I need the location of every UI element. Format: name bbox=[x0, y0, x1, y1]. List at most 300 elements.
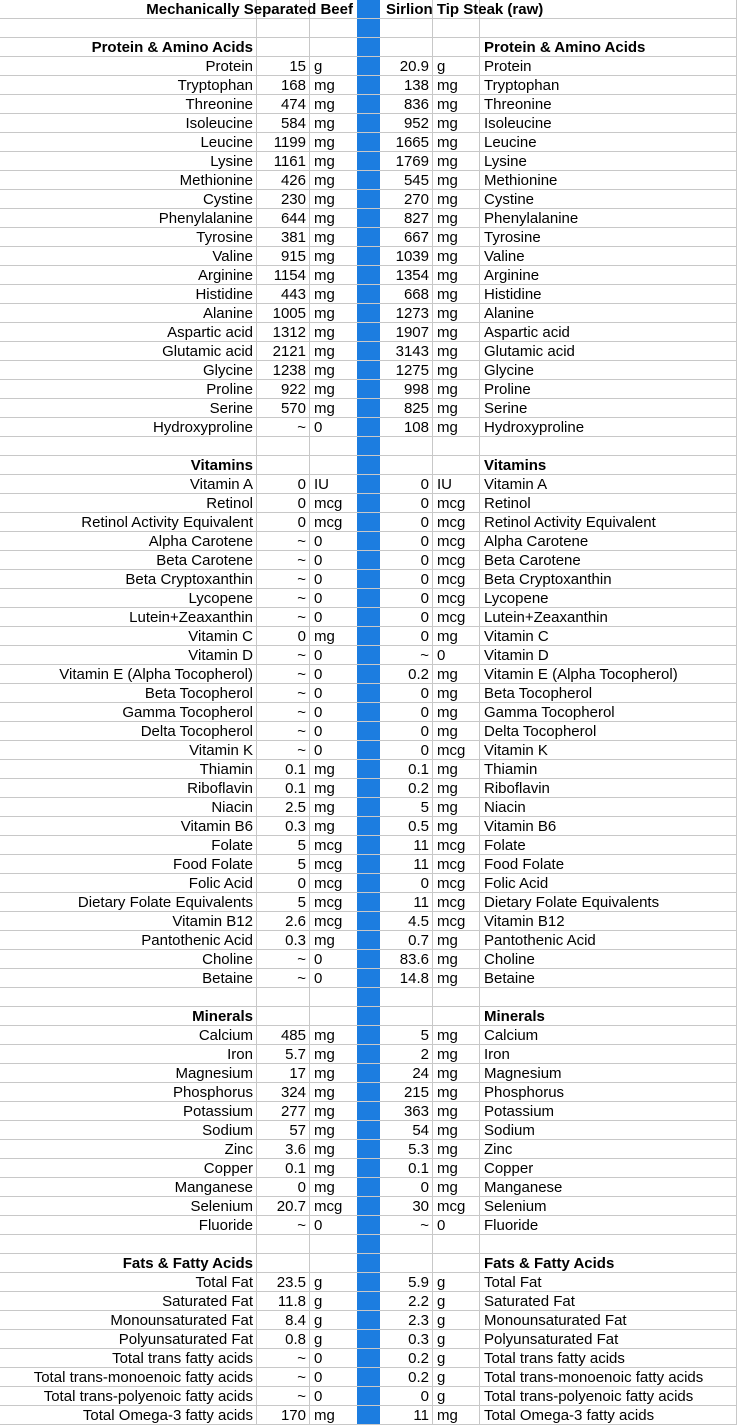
table-row bbox=[0, 171, 737, 190]
right-unit: mcg bbox=[437, 856, 466, 873]
left-nutrient-name: Lutein+Zeaxanthin bbox=[129, 609, 253, 626]
right-value: 0 bbox=[420, 723, 429, 740]
right-unit: mg bbox=[437, 1103, 458, 1120]
left-unit: mg bbox=[314, 818, 335, 835]
table-row bbox=[0, 627, 737, 646]
left-value: ~ bbox=[297, 419, 306, 436]
right-value: ~ bbox=[420, 1217, 429, 1234]
left-nutrient-name: Fluoride bbox=[198, 1217, 253, 1234]
right-value: 1275 bbox=[395, 362, 429, 379]
right-value: 11 bbox=[413, 856, 429, 873]
left-unit: mg bbox=[314, 153, 335, 170]
right-unit: mg bbox=[437, 1160, 458, 1177]
left-nutrient-name: Zinc bbox=[224, 1141, 253, 1158]
right-nutrient-name: Vitamin B12 bbox=[484, 913, 565, 930]
right-unit: mg bbox=[437, 704, 458, 721]
left-unit: 0 bbox=[314, 609, 323, 626]
right-value: 1273 bbox=[395, 305, 429, 322]
right-nutrient-name: Arginine bbox=[484, 267, 540, 284]
right-unit: mg bbox=[437, 419, 458, 436]
right-unit: mg bbox=[437, 1407, 458, 1424]
right-unit: g bbox=[437, 1350, 446, 1367]
left-value: 474 bbox=[280, 96, 306, 113]
right-value: 0.2 bbox=[408, 780, 429, 797]
left-nutrient-name: Monounsaturated Fat bbox=[110, 1312, 253, 1329]
left-value: 570 bbox=[280, 400, 306, 417]
left-value: 324 bbox=[280, 1084, 306, 1101]
left-unit: mg bbox=[314, 172, 335, 189]
right-unit: mg bbox=[437, 229, 458, 246]
right-nutrient-name: Fluoride bbox=[484, 1217, 539, 1234]
right-value: 0 bbox=[420, 704, 429, 721]
left-nutrient-name: Choline bbox=[202, 951, 253, 968]
left-unit: mg bbox=[314, 1122, 335, 1139]
left-unit: mg bbox=[314, 210, 335, 227]
left-unit: 0 bbox=[314, 951, 323, 968]
left-value: 0.1 bbox=[285, 1160, 306, 1177]
left-unit: mcg bbox=[314, 856, 343, 873]
table-row bbox=[0, 513, 737, 532]
right-nutrient-name: Monounsaturated Fat bbox=[484, 1312, 627, 1329]
left-value: 0 bbox=[297, 628, 306, 645]
left-nutrient-name: Arginine bbox=[197, 267, 253, 284]
left-value: 0.3 bbox=[285, 818, 306, 835]
left-unit: 0 bbox=[314, 590, 323, 607]
left-nutrient-name: Food Folate bbox=[172, 856, 253, 873]
right-value: 0 bbox=[420, 533, 429, 550]
left-unit: 0 bbox=[314, 1350, 323, 1367]
left-nutrient-name: Beta Carotene bbox=[156, 552, 253, 569]
right-value: 3143 bbox=[395, 343, 429, 360]
right-value: 30 bbox=[412, 1198, 429, 1215]
right-unit: g bbox=[437, 1331, 446, 1348]
left-value: 3.6 bbox=[285, 1141, 306, 1158]
left-nutrient-name: Calcium bbox=[198, 1027, 253, 1044]
right-nutrient-name: Threonine bbox=[484, 96, 552, 113]
left-nutrient-name: Isoleucine bbox=[185, 115, 253, 132]
left-value: ~ bbox=[297, 1350, 306, 1367]
right-value: 0 bbox=[420, 1179, 429, 1196]
left-nutrient-name: Tryptophan bbox=[177, 77, 253, 94]
left-unit: mg bbox=[314, 799, 335, 816]
left-value: ~ bbox=[297, 951, 306, 968]
right-value: 0 bbox=[420, 628, 429, 645]
right-nutrient-name: Vitamin E (Alpha Tocopherol) bbox=[484, 666, 678, 683]
right-unit: mcg bbox=[437, 609, 466, 626]
left-unit: mg bbox=[314, 400, 335, 417]
right-value: 952 bbox=[403, 115, 429, 132]
right-unit: mg bbox=[437, 723, 458, 740]
left-unit: mg bbox=[314, 305, 335, 322]
left-section-label: Fats & Fatty Acids bbox=[122, 1255, 253, 1272]
right-value: 5.9 bbox=[408, 1274, 429, 1291]
right-unit: mg bbox=[437, 685, 458, 702]
right-unit: mg bbox=[437, 153, 458, 170]
right-nutrient-name: Hydroxyproline bbox=[484, 419, 585, 436]
table-row bbox=[0, 1121, 737, 1140]
right-nutrient-name: Protein bbox=[484, 58, 532, 75]
right-nutrient-name: Lycopene bbox=[484, 590, 549, 607]
right-unit: mg bbox=[437, 818, 458, 835]
right-value: 11 bbox=[413, 837, 429, 854]
right-nutrient-name: Betaine bbox=[484, 970, 535, 987]
table-row bbox=[0, 950, 737, 969]
right-value: 5 bbox=[420, 1027, 429, 1044]
right-unit: mg bbox=[437, 248, 458, 265]
right-nutrient-name: Vitamin A bbox=[484, 476, 548, 493]
left-unit: mg bbox=[314, 1407, 335, 1424]
table-row bbox=[0, 76, 737, 95]
left-value: ~ bbox=[297, 970, 306, 987]
table-row bbox=[0, 1387, 737, 1406]
left-nutrient-name: Pantothenic Acid bbox=[141, 932, 253, 949]
section-header-row bbox=[0, 1254, 737, 1273]
left-nutrient-name: Tyrosine bbox=[196, 229, 253, 246]
right-unit: mg bbox=[437, 191, 458, 208]
right-value: 545 bbox=[403, 172, 429, 189]
table-row bbox=[0, 570, 737, 589]
left-value: 170 bbox=[280, 1407, 306, 1424]
right-unit: g bbox=[437, 1274, 446, 1291]
right-unit: mg bbox=[437, 799, 458, 816]
left-nutrient-name: Delta Tocopherol bbox=[140, 723, 253, 740]
left-unit: g bbox=[314, 1274, 323, 1291]
left-unit: 0 bbox=[314, 1369, 323, 1386]
left-nutrient-name: Vitamin D bbox=[188, 647, 253, 664]
left-nutrient-name: Cystine bbox=[202, 191, 253, 208]
right-unit: mcg bbox=[437, 533, 466, 550]
table-row bbox=[0, 1368, 737, 1387]
left-unit: 0 bbox=[314, 1217, 323, 1234]
right-nutrient-name: Total Omega-3 fatty acids bbox=[484, 1407, 655, 1424]
right-value: 0 bbox=[420, 875, 429, 892]
left-nutrient-name: Threonine bbox=[185, 96, 253, 113]
left-value: ~ bbox=[297, 1369, 306, 1386]
right-title: Sirlion Tip Steak (raw) bbox=[386, 1, 544, 18]
right-value: 215 bbox=[403, 1084, 429, 1101]
left-value: 426 bbox=[280, 172, 306, 189]
right-unit: g bbox=[437, 58, 446, 75]
right-nutrient-name: Phenylalanine bbox=[484, 210, 579, 227]
right-unit: mg bbox=[437, 1084, 458, 1101]
left-value: 15 bbox=[289, 58, 306, 75]
left-value: 57 bbox=[289, 1122, 306, 1139]
right-value: 270 bbox=[403, 191, 429, 208]
right-value: 24 bbox=[412, 1065, 429, 1082]
left-nutrient-name: Methionine bbox=[179, 172, 253, 189]
left-nutrient-name: Proline bbox=[206, 381, 253, 398]
right-nutrient-name: Dietary Folate Equivalents bbox=[484, 894, 660, 911]
right-unit: mcg bbox=[437, 913, 466, 930]
right-unit: g bbox=[437, 1369, 446, 1386]
left-nutrient-name: Manganese bbox=[174, 1179, 253, 1196]
left-unit: mg bbox=[314, 1027, 335, 1044]
table-row bbox=[0, 855, 737, 874]
right-nutrient-name: Gamma Tocopherol bbox=[484, 704, 615, 721]
table-row bbox=[0, 1083, 737, 1102]
right-nutrient-name: Valine bbox=[484, 248, 525, 265]
left-value: 0 bbox=[297, 1179, 306, 1196]
left-unit: 0 bbox=[314, 419, 323, 436]
left-unit: 0 bbox=[314, 704, 323, 721]
left-unit: mg bbox=[314, 96, 335, 113]
section-header-row bbox=[0, 456, 737, 475]
right-value: 1769 bbox=[395, 153, 429, 170]
table-row bbox=[0, 95, 737, 114]
right-nutrient-name: Phosphorus bbox=[484, 1084, 565, 1101]
left-unit: mcg bbox=[314, 875, 343, 892]
right-unit: mcg bbox=[437, 875, 466, 892]
right-nutrient-name: Magnesium bbox=[484, 1065, 562, 1082]
right-unit: mcg bbox=[437, 514, 466, 531]
left-nutrient-name: Total trans fatty acids bbox=[112, 1350, 253, 1367]
right-unit: mg bbox=[437, 115, 458, 132]
left-unit: IU bbox=[314, 476, 329, 493]
right-unit: mcg bbox=[437, 1198, 466, 1215]
left-unit: 0 bbox=[314, 533, 323, 550]
right-unit: mg bbox=[437, 343, 458, 360]
left-unit: 0 bbox=[314, 552, 323, 569]
table-row bbox=[0, 266, 737, 285]
left-nutrient-name: Iron bbox=[227, 1046, 253, 1063]
right-nutrient-name: Vitamin D bbox=[484, 647, 549, 664]
left-value: 915 bbox=[280, 248, 306, 265]
table-row bbox=[0, 1026, 737, 1045]
table-row bbox=[0, 779, 737, 798]
table-row bbox=[0, 1064, 737, 1083]
left-value: 1312 bbox=[272, 324, 306, 341]
right-value: 108 bbox=[403, 419, 429, 436]
table-row bbox=[0, 285, 737, 304]
left-value: 1005 bbox=[272, 305, 306, 322]
table-row bbox=[0, 342, 737, 361]
left-unit: mg bbox=[314, 229, 335, 246]
left-unit: mg bbox=[314, 381, 335, 398]
left-value: 0.1 bbox=[285, 761, 306, 778]
left-unit: mg bbox=[314, 1065, 335, 1082]
right-unit: mg bbox=[437, 932, 458, 949]
left-unit: g bbox=[314, 1293, 323, 1310]
left-nutrient-name: Total Fat bbox=[195, 1274, 253, 1291]
right-unit: mg bbox=[437, 267, 458, 284]
left-value: 20.7 bbox=[276, 1198, 306, 1215]
right-nutrient-name: Beta Tocopherol bbox=[484, 685, 593, 702]
left-nutrient-name: Retinol Activity Equivalent bbox=[81, 514, 253, 531]
left-value: 5 bbox=[297, 837, 306, 854]
left-value: ~ bbox=[297, 590, 306, 607]
right-value: 0 bbox=[420, 552, 429, 569]
left-nutrient-name: Copper bbox=[203, 1160, 253, 1177]
left-value: 0.1 bbox=[285, 780, 306, 797]
left-value: 17 bbox=[289, 1065, 306, 1082]
right-value: 825 bbox=[403, 400, 429, 417]
left-unit: g bbox=[314, 58, 323, 75]
left-unit: 0 bbox=[314, 742, 323, 759]
left-unit: 0 bbox=[314, 685, 323, 702]
right-nutrient-name: Histidine bbox=[484, 286, 542, 303]
right-unit: mcg bbox=[437, 742, 466, 759]
right-nutrient-name: Lysine bbox=[484, 153, 527, 170]
left-unit: mcg bbox=[314, 495, 343, 512]
left-unit: mg bbox=[314, 362, 335, 379]
right-nutrient-name: Vitamin K bbox=[484, 742, 548, 759]
left-unit: mcg bbox=[314, 894, 343, 911]
left-unit: mg bbox=[314, 628, 335, 645]
table-row bbox=[0, 684, 737, 703]
left-unit: mg bbox=[314, 343, 335, 360]
right-nutrient-name: Total trans-polyenoic fatty acids bbox=[484, 1388, 694, 1405]
left-section-label: Vitamins bbox=[190, 457, 253, 474]
left-unit: g bbox=[314, 1312, 323, 1329]
right-unit: mg bbox=[437, 381, 458, 398]
left-nutrient-name: Serine bbox=[209, 400, 253, 417]
right-nutrient-name: Saturated Fat bbox=[484, 1293, 575, 1310]
right-unit: mg bbox=[437, 77, 458, 94]
left-value: 277 bbox=[280, 1103, 306, 1120]
table-row bbox=[0, 57, 737, 76]
left-value: 1154 bbox=[273, 267, 306, 284]
left-nutrient-name: Vitamin E (Alpha Tocopherol) bbox=[59, 666, 253, 683]
left-value: 0 bbox=[297, 875, 306, 892]
left-unit: 0 bbox=[314, 571, 323, 588]
right-unit: mg bbox=[437, 305, 458, 322]
left-value: 584 bbox=[280, 115, 306, 132]
right-nutrient-name: Riboflavin bbox=[484, 780, 550, 797]
left-value: 5 bbox=[297, 856, 306, 873]
table-row bbox=[0, 741, 737, 760]
section-header-row bbox=[0, 38, 737, 57]
left-value: ~ bbox=[297, 552, 306, 569]
left-value: 11.8 bbox=[277, 1293, 306, 1310]
left-value: ~ bbox=[297, 1217, 306, 1234]
table-row bbox=[0, 1311, 737, 1330]
table-row bbox=[0, 703, 737, 722]
left-unit: mg bbox=[314, 267, 335, 284]
right-unit: 0 bbox=[437, 1217, 446, 1234]
header-row bbox=[0, 0, 737, 19]
right-value: 11 bbox=[413, 894, 429, 911]
left-unit: mg bbox=[314, 1084, 335, 1101]
table-row bbox=[0, 1330, 737, 1349]
right-value: 363 bbox=[403, 1103, 429, 1120]
right-value: 0 bbox=[420, 1388, 429, 1405]
left-nutrient-name: Lycopene bbox=[188, 590, 253, 607]
right-value: 0.7 bbox=[408, 932, 429, 949]
left-unit: mg bbox=[314, 77, 335, 94]
right-unit: mg bbox=[437, 1046, 458, 1063]
left-unit: mg bbox=[314, 1160, 335, 1177]
left-nutrient-name: Riboflavin bbox=[187, 780, 253, 797]
right-unit: g bbox=[437, 1293, 446, 1310]
right-unit: mcg bbox=[437, 552, 466, 569]
left-value: 230 bbox=[280, 191, 306, 208]
table-row bbox=[0, 304, 737, 323]
right-unit: mg bbox=[437, 134, 458, 151]
left-nutrient-name: Niacin bbox=[211, 799, 253, 816]
right-nutrient-name: Iron bbox=[484, 1046, 510, 1063]
blank-row bbox=[0, 1235, 737, 1254]
right-value: 0.2 bbox=[408, 1350, 429, 1367]
right-nutrient-name: Cystine bbox=[484, 191, 535, 208]
left-unit: mg bbox=[314, 1179, 335, 1196]
right-nutrient-name: Alanine bbox=[484, 305, 535, 322]
right-unit: IU bbox=[437, 476, 452, 493]
left-unit: mg bbox=[314, 1141, 335, 1158]
left-unit: mcg bbox=[314, 514, 343, 531]
right-nutrient-name: Calcium bbox=[484, 1027, 539, 1044]
left-title: Mechanically Separated Beef bbox=[146, 1, 353, 18]
left-value: 168 bbox=[280, 77, 306, 94]
right-nutrient-name: Beta Cryptoxanthin bbox=[484, 571, 612, 588]
left-value: 8.4 bbox=[285, 1312, 306, 1329]
table-row bbox=[0, 969, 737, 988]
left-value: ~ bbox=[297, 571, 306, 588]
right-unit: mg bbox=[437, 362, 458, 379]
right-value: 54 bbox=[412, 1122, 429, 1139]
right-value: 827 bbox=[403, 210, 429, 227]
right-value: 1354 bbox=[395, 267, 429, 284]
left-value: ~ bbox=[297, 685, 306, 702]
right-nutrient-name: Methionine bbox=[484, 172, 558, 189]
left-value: ~ bbox=[297, 609, 306, 626]
right-section-label: Minerals bbox=[484, 1008, 545, 1025]
right-nutrient-name: Vitamin B6 bbox=[484, 818, 557, 835]
left-nutrient-name: Leucine bbox=[200, 134, 253, 151]
right-value: 836 bbox=[403, 96, 429, 113]
right-unit: mcg bbox=[437, 495, 466, 512]
right-section-label: Vitamins bbox=[484, 457, 547, 474]
right-unit: mg bbox=[437, 628, 458, 645]
table-row bbox=[0, 1273, 737, 1292]
left-unit: mg bbox=[314, 761, 335, 778]
left-unit: 0 bbox=[314, 723, 323, 740]
right-value: 0.1 bbox=[408, 1160, 429, 1177]
table-row bbox=[0, 494, 737, 513]
table-row bbox=[0, 1102, 737, 1121]
right-value: 0 bbox=[420, 514, 429, 531]
right-nutrient-name: Aspartic acid bbox=[484, 324, 570, 341]
right-unit: mg bbox=[437, 1141, 458, 1158]
right-unit: mg bbox=[437, 172, 458, 189]
right-value: 0 bbox=[420, 571, 429, 588]
right-unit: mcg bbox=[437, 571, 466, 588]
right-nutrient-name: Tyrosine bbox=[484, 229, 541, 246]
right-value: 0.3 bbox=[408, 1331, 429, 1348]
right-nutrient-name: Polyunsaturated Fat bbox=[484, 1331, 619, 1348]
right-value: 0.1 bbox=[408, 761, 429, 778]
table-row bbox=[0, 247, 737, 266]
table-row bbox=[0, 323, 737, 342]
left-value: 0 bbox=[297, 495, 306, 512]
left-unit: mg bbox=[314, 324, 335, 341]
left-nutrient-name: Lysine bbox=[210, 153, 253, 170]
table-row bbox=[0, 152, 737, 171]
right-nutrient-name: Retinol bbox=[484, 495, 531, 512]
table-row bbox=[0, 817, 737, 836]
left-unit: mg bbox=[314, 286, 335, 303]
left-value: 922 bbox=[280, 381, 306, 398]
left-unit: 0 bbox=[314, 647, 323, 664]
left-nutrient-name: Thiamin bbox=[199, 761, 253, 778]
left-nutrient-name: Vitamin K bbox=[189, 742, 253, 759]
right-value: 2.3 bbox=[408, 1312, 429, 1329]
right-value: 0.5 bbox=[408, 818, 429, 835]
table-row bbox=[0, 114, 737, 133]
right-section-label: Protein & Amino Acids bbox=[484, 39, 646, 56]
right-value: 0 bbox=[420, 476, 429, 493]
table-row bbox=[0, 646, 737, 665]
right-unit: mg bbox=[437, 951, 458, 968]
